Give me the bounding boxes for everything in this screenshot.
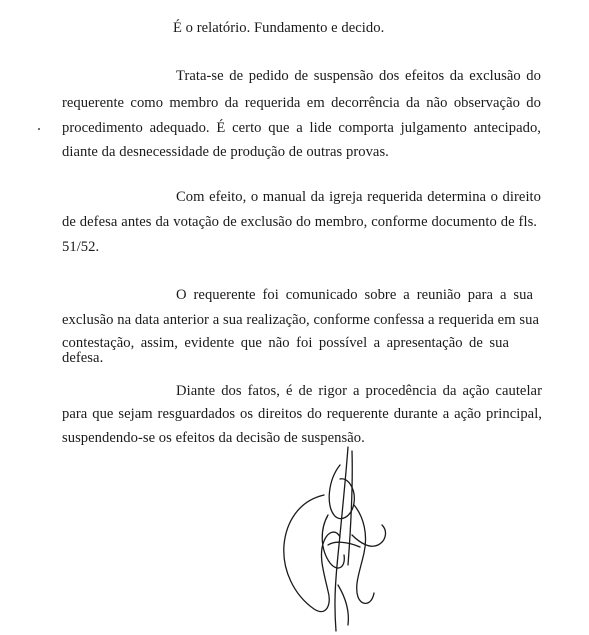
signature-image <box>268 445 408 635</box>
scan-speck <box>38 128 40 130</box>
paragraph-3-line-1: O requerente foi comunicado sobre a reunião para a sua <box>176 287 533 303</box>
paragraph-2-line-3: 51/52. <box>62 239 100 255</box>
paragraph-1-line-4: diante da desnecessidade de produção de outras provas. <box>62 144 389 160</box>
paragraph-3-line-3: contestação, assim, evidente que não foi possível a apresentação de sua defesa. <box>62 335 509 366</box>
paragraph-1-line-3: procedimento adequado. É certo que a lide comporta julgamento antecipado, <box>62 120 541 136</box>
heading-line: É o relatório. Fundamento e decido. <box>173 20 385 36</box>
paragraph-1-line-2: requerente como membro da requerida em decorrência da não observação do <box>62 95 541 111</box>
paragraph-2-line-1: Com efeito, o manual da igreja requerida determina o direito <box>176 189 541 205</box>
paragraph-1-line-1: Trata-se de pedido de suspensão dos efeitos da exclusão do <box>176 68 541 84</box>
paragraph-3-line-2: exclusão na data anterior a sua realização, conforme confessa a requerida em sua <box>62 312 539 328</box>
paragraph-4-line-3: suspendendo-se os efeitos da decisão de suspensão. <box>62 430 365 446</box>
paragraph-4-line-1: Diante dos fatos, é de rigor a procedência da ação cautelar <box>176 383 542 399</box>
paragraph-2-line-2: de defesa antes da votação de exclusão do membro, conforme documento de fls. <box>62 214 537 230</box>
paragraph-4-line-2: para que sejam resguardados os direitos do requerente durante a ação principal, <box>62 406 542 422</box>
